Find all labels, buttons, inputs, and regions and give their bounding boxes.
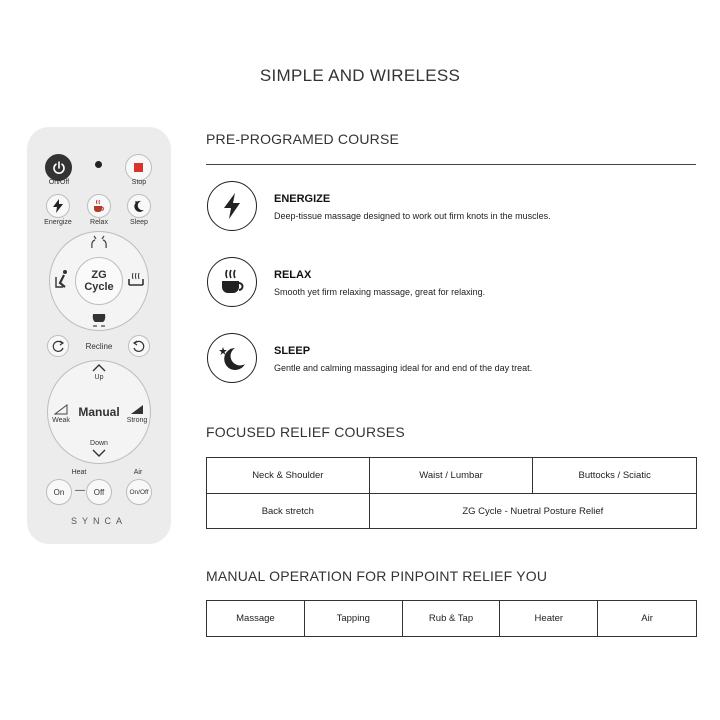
stop-button[interactable]	[125, 154, 152, 181]
focused-title: FOCUSED RELIEF COURSES	[206, 424, 405, 440]
sleep-label: Sleep	[130, 219, 148, 226]
moon-icon	[132, 199, 146, 213]
energize-button[interactable]	[46, 194, 70, 218]
shoulder-massage-icon[interactable]	[89, 235, 109, 249]
table-cell: Air	[598, 601, 697, 637]
air-label: Air	[133, 469, 143, 476]
strong-label: Strong	[126, 417, 148, 424]
course-desc: Deep-tissue massage designed to work out firm knots in the muscles.	[274, 211, 551, 221]
course-desc: Smooth yet firm relaxing massage, great for relaxing.	[274, 287, 486, 297]
power-button[interactable]	[45, 154, 72, 181]
course-name: RELAX	[274, 269, 312, 281]
relax-label: Relax	[90, 219, 108, 226]
rotate-right-icon	[132, 339, 146, 353]
recline-figure-icon[interactable]	[53, 269, 71, 289]
course-name: ENERGIZE	[274, 193, 331, 205]
heat-dash: —	[75, 485, 85, 496]
down-label: Down	[90, 440, 108, 447]
table-cell: Heater	[500, 601, 598, 637]
strong-bars-icon[interactable]	[130, 404, 144, 415]
lightning-icon	[52, 199, 64, 213]
recline-back-button[interactable]	[47, 335, 69, 357]
table-cell: Neck & Shoulder	[207, 458, 370, 494]
zg-label: ZG	[91, 269, 107, 281]
course-relax	[207, 257, 697, 309]
course-energize	[207, 181, 697, 233]
manual-title: MANUAL OPERATION FOR PINPOINT RELIEF YOU	[206, 568, 548, 584]
sleep-icon-badge	[207, 333, 257, 383]
preprogramed-title: PRE-PROGRAMED COURSE	[206, 131, 400, 147]
table-cell: Waist / Lumbar	[369, 458, 533, 494]
heat-off-button[interactable]	[86, 479, 112, 505]
table-cell: Rub & Tap	[402, 601, 500, 637]
manual-operation-table	[206, 600, 697, 637]
focused-relief-table	[206, 457, 697, 529]
course-desc: Gentle and calming massaging ideal for and end of the day treat.	[274, 363, 533, 373]
relax-button[interactable]	[87, 194, 111, 218]
heat-label: Heat	[71, 469, 87, 476]
table-cell: Buttocks / Sciatic	[533, 458, 697, 494]
table-cell: Back stretch	[207, 494, 370, 529]
table-cell: ZG Cycle - Nuetral Posture Relief	[369, 494, 696, 529]
course-name: SLEEP	[274, 345, 311, 357]
indicator-light	[95, 161, 102, 168]
energize-label: Energize	[44, 219, 72, 226]
section-divider	[206, 164, 696, 165]
cycle-label: Cycle	[84, 281, 114, 293]
heat-on-button[interactable]	[46, 479, 72, 505]
weak-label: Weak	[52, 417, 70, 424]
table-cell: Tapping	[304, 601, 402, 637]
coffee-cup-icon	[218, 268, 246, 296]
recline-forward-button[interactable]	[128, 335, 150, 357]
manual-label[interactable]: Manual	[78, 405, 120, 419]
table-cell: Massage	[207, 601, 305, 637]
sleep-button[interactable]	[127, 194, 151, 218]
air-button[interactable]	[126, 479, 152, 505]
on-off-label: On/Off	[48, 179, 70, 186]
brand-logo: SYNCA	[70, 516, 127, 526]
weak-bars-icon[interactable]	[54, 404, 68, 415]
recline-label: Recline	[85, 342, 113, 351]
energize-icon-badge	[207, 181, 257, 231]
heat-off-label: Off	[93, 487, 105, 497]
stop-label: Stop	[131, 179, 147, 186]
lumbar-massage-icon[interactable]	[89, 313, 109, 329]
down-arrow-icon[interactable]	[92, 449, 106, 458]
up-arrow-icon[interactable]	[92, 363, 106, 372]
relax-icon-badge	[207, 257, 257, 307]
power-icon	[51, 160, 67, 176]
heat-on-label: On	[53, 487, 65, 497]
coffee-cup-icon	[92, 199, 106, 213]
air-on-off-label: On/Off	[129, 488, 149, 496]
calf-heat-icon[interactable]	[127, 271, 145, 287]
remote-control	[27, 127, 171, 544]
page-title: SIMPLE AND WIRELESS	[259, 66, 461, 85]
lightning-icon	[221, 192, 243, 220]
up-label: Up	[94, 374, 104, 381]
course-sleep	[207, 333, 697, 385]
moon-stars-icon	[217, 344, 247, 372]
stop-icon	[134, 163, 143, 172]
rotate-left-icon	[51, 339, 65, 353]
zg-cycle-button[interactable]	[75, 257, 123, 305]
